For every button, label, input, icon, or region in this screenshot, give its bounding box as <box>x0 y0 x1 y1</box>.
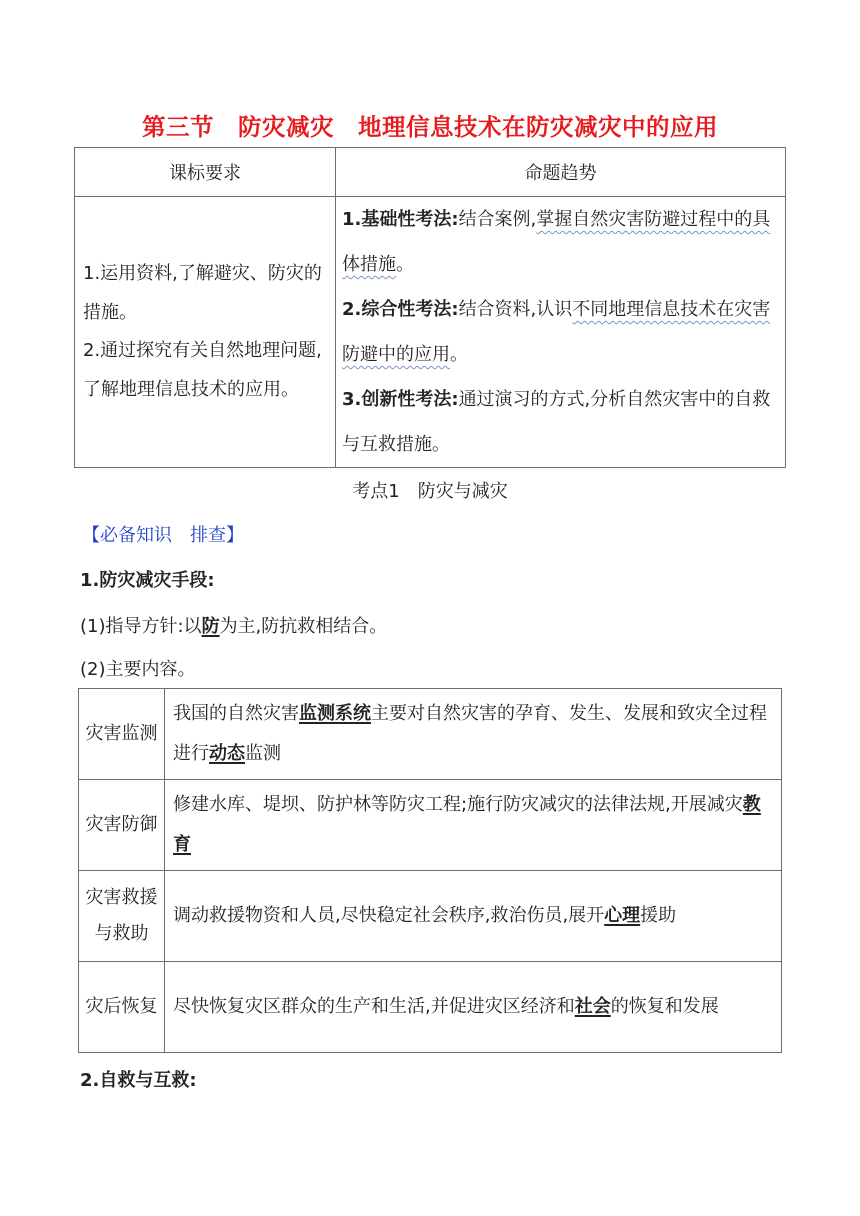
trend-text: 。 <box>450 344 468 365</box>
row-text: 修建水库、堤坝、防护林等防灾工程;施行防灾减灾的法律法规,开展减灾 <box>173 794 743 815</box>
key-term: 心理 <box>604 905 641 926</box>
knowledge-heading: 【必备知识 排查】 <box>82 525 244 546</box>
table-row <box>75 197 786 468</box>
guideline-post: 为主,防抗救相结合。 <box>219 616 388 637</box>
trend-item <box>342 287 779 377</box>
header-trends: 命题趋势 <box>336 148 786 197</box>
table-row <box>79 689 782 780</box>
row-key: 灾害防御 <box>79 780 165 871</box>
row-text: 的恢复和发展 <box>610 996 719 1017</box>
key-term: 监测系统 <box>299 703 371 724</box>
guideline-text <box>80 612 387 638</box>
key-term: 社会 <box>574 996 611 1017</box>
table-header-row <box>75 148 786 197</box>
table-row <box>79 962 782 1053</box>
trend-emphasis: 不同地理信息技术在灾害防避中的应用 <box>342 299 771 365</box>
trend-label: 1.基础性考法: <box>342 209 459 230</box>
row-key: 灾害救援与救助 <box>79 871 165 962</box>
curriculum-table <box>74 147 786 468</box>
trend-emphasis: 掌握自然灾害防避过程中的具体措施 <box>342 209 771 275</box>
row-key: 灾害监测 <box>79 689 165 780</box>
table-row <box>79 871 782 962</box>
trend-item <box>342 197 779 287</box>
heading-disaster-reduction: 1.防灾减灾手段: <box>80 570 215 591</box>
trend-text: 结合资料,认识 <box>458 299 573 320</box>
row-text: 我国的自然灾害 <box>173 703 299 724</box>
row-value <box>165 871 782 962</box>
row-text: 主要对自然灾害的孕育、发生、发展和致灾全过程进行 <box>173 703 767 764</box>
guideline-pre: (1)指导方针:以 <box>80 616 202 637</box>
heading-self-rescue: 2.自救与互救: <box>80 1070 197 1091</box>
row-value <box>165 780 782 871</box>
trend-text: 。 <box>396 254 414 275</box>
trend-text: 通过演习的方式,分析自然灾害中的自救与互救措施。 <box>342 389 771 455</box>
guideline-key: 防 <box>201 616 220 637</box>
key-term: 教育 <box>173 794 761 855</box>
requirements-cell <box>75 197 336 468</box>
main-content-label: (2)主要内容。 <box>80 659 196 680</box>
page-title: 第三节 防灾减灾 地理信息技术在防灾减灾中的应用 <box>142 113 718 141</box>
row-text: 援助 <box>640 905 677 926</box>
key-term: 动态 <box>209 743 245 764</box>
trend-label: 2.综合性考法: <box>342 299 459 320</box>
table-row <box>79 780 782 871</box>
trend-text: 结合案例, <box>458 209 537 230</box>
trend-item <box>342 377 779 467</box>
row-value <box>165 962 782 1053</box>
row-key: 灾后恢复 <box>79 962 165 1053</box>
row-text: 尽快恢复灾区群众的生产和生活,并促进灾区经济和 <box>173 996 575 1017</box>
section-title: 考点1 防灾与减灾 <box>352 481 508 502</box>
row-value <box>165 689 782 780</box>
trends-cell <box>336 197 786 468</box>
requirement-item: 2.通过探究有关自然地理问题,了解地理信息技术的应用。 <box>83 340 322 400</box>
requirement-item: 1.运用资料,了解避灾、防灾的措施。 <box>83 263 322 323</box>
row-text: 监测 <box>245 743 281 764</box>
row-text: 调动救援物资和人员,尽快稳定社会秩序,救治伤员,展开 <box>173 905 605 926</box>
header-requirements: 课标要求 <box>75 148 336 197</box>
trend-label: 3.创新性考法: <box>342 389 459 410</box>
measures-table <box>78 688 782 1053</box>
